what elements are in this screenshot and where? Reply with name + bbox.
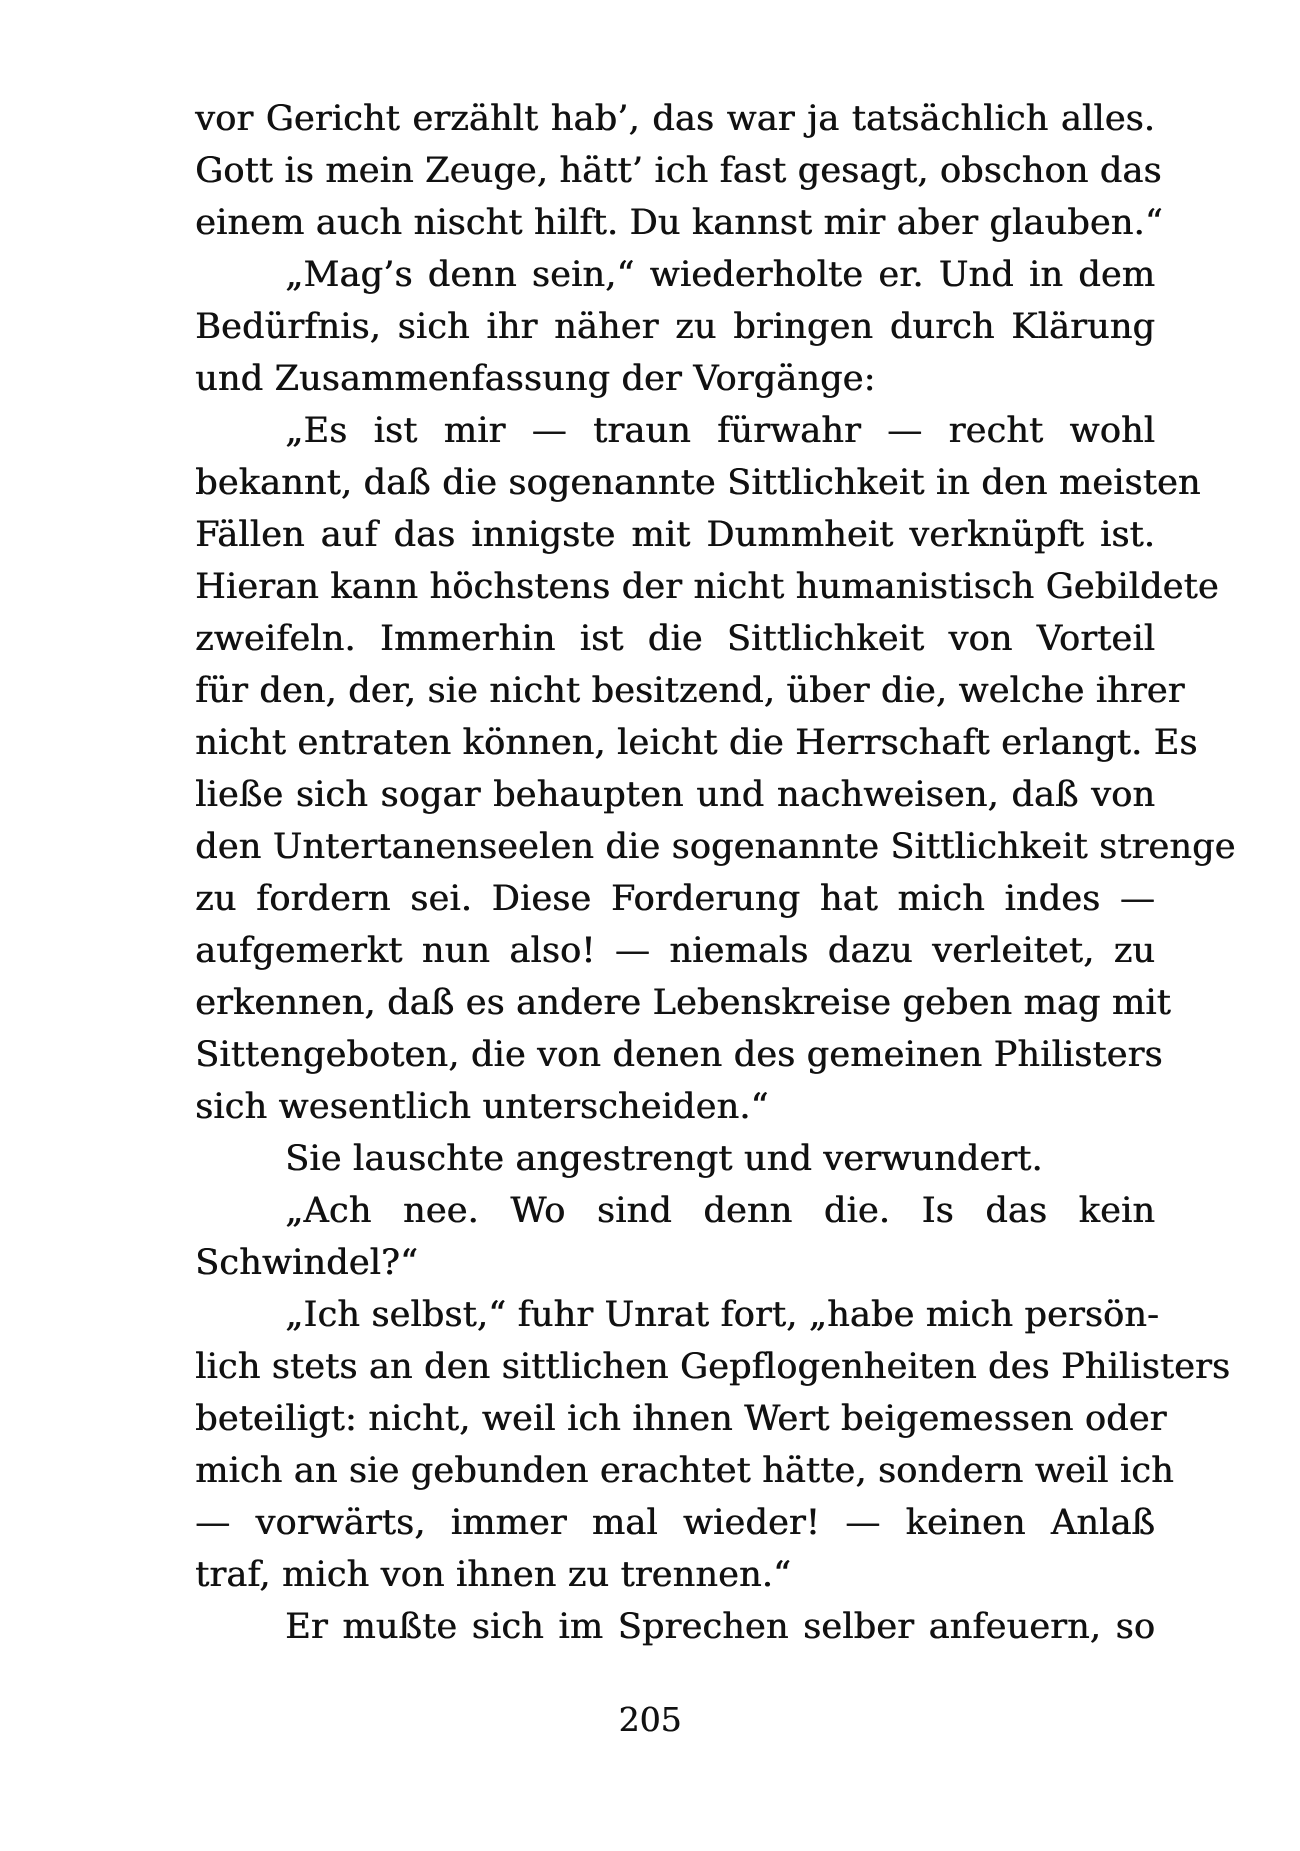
text-line: traf, mich von ihnen zu trennen.“ [195,1555,792,1595]
text-line: aufgemerkt nun also! — niemals dazu verleitet, zu [195,931,1155,971]
text-line: Er mußte sich im Sprechen selber anfeuern, so [285,1607,1155,1647]
text-line: „Mag’s denn sein,“ wiederholte er. Und in dem [285,255,1155,295]
text-line: zweifeln. Immerhin ist die Sittlichkeit von Vorteil [195,619,1155,659]
text-line: lich stets an den sittlichen Gepflogenheiten des Philisters [195,1347,1231,1387]
text-line: Schwindel?“ [195,1243,418,1283]
text-line: für den, der, sie nicht besitzend, über die, welche ihrer [195,671,1185,711]
text-line: zu fordern sei. Diese Forderung hat mich indes — [195,879,1155,919]
text-line: Fällen auf das innigste mit Dummheit verknüpft ist. [195,515,1155,555]
text-line: Sie lauschte angestrengt und verwundert. [285,1139,1043,1179]
text-line: „Ich selbst,“ fuhr Unrat fort, „habe mich persön- [285,1295,1159,1335]
text-line: mich an sie gebunden erachtet hätte, sondern weil ich [195,1451,1174,1491]
text-line: bekannt, daß die sogenannte Sittlichkeit in den meisten [195,463,1201,503]
text-line: und Zusammenfassung der Vorgänge: [195,359,876,399]
text-line: den Untertanenseelen die sogenannte Sittlichkeit strenge [195,827,1236,867]
text-line: nicht entraten können, leicht die Herrschaft erlangt. Es [195,723,1198,763]
text-line: „Es ist mir — traun fürwahr — recht wohl [285,411,1155,451]
text-line: Hieran kann höchstens der nicht humanistisch Gebildete [195,567,1219,607]
text-line: Bedürfnis, sich ihr näher zu bringen durch Klärung [195,307,1155,347]
text-line: vor Gericht erzählt hab’, das war ja tatsächlich alles. [195,99,1155,139]
text-line: erkennen, daß es andere Lebenskreise geben mag mit [195,983,1171,1023]
page-number: 205 [618,1700,682,1739]
text-line: sich wesentlich unterscheiden.“ [195,1087,769,1127]
text-line: „Ach nee. Wo sind denn die. Is das kein [285,1191,1155,1231]
text-line: — vorwärts, immer mal wieder! — keinen Anlaß [195,1503,1155,1543]
text-line: Gott is mein Zeuge, hätt’ ich fast gesagt, obschon das [195,151,1162,191]
text-line: beteiligt: nicht, weil ich ihnen Wert beigemessen oder [195,1399,1167,1439]
text-line: ließe sich sogar behaupten und nachweisen, daß von [195,775,1155,815]
text-line: einem auch nischt hilft. Du kannst mir aber glauben.“ [195,203,1163,243]
text-line: Sittengeboten, die von denen des gemeinen Philisters [195,1035,1163,1075]
